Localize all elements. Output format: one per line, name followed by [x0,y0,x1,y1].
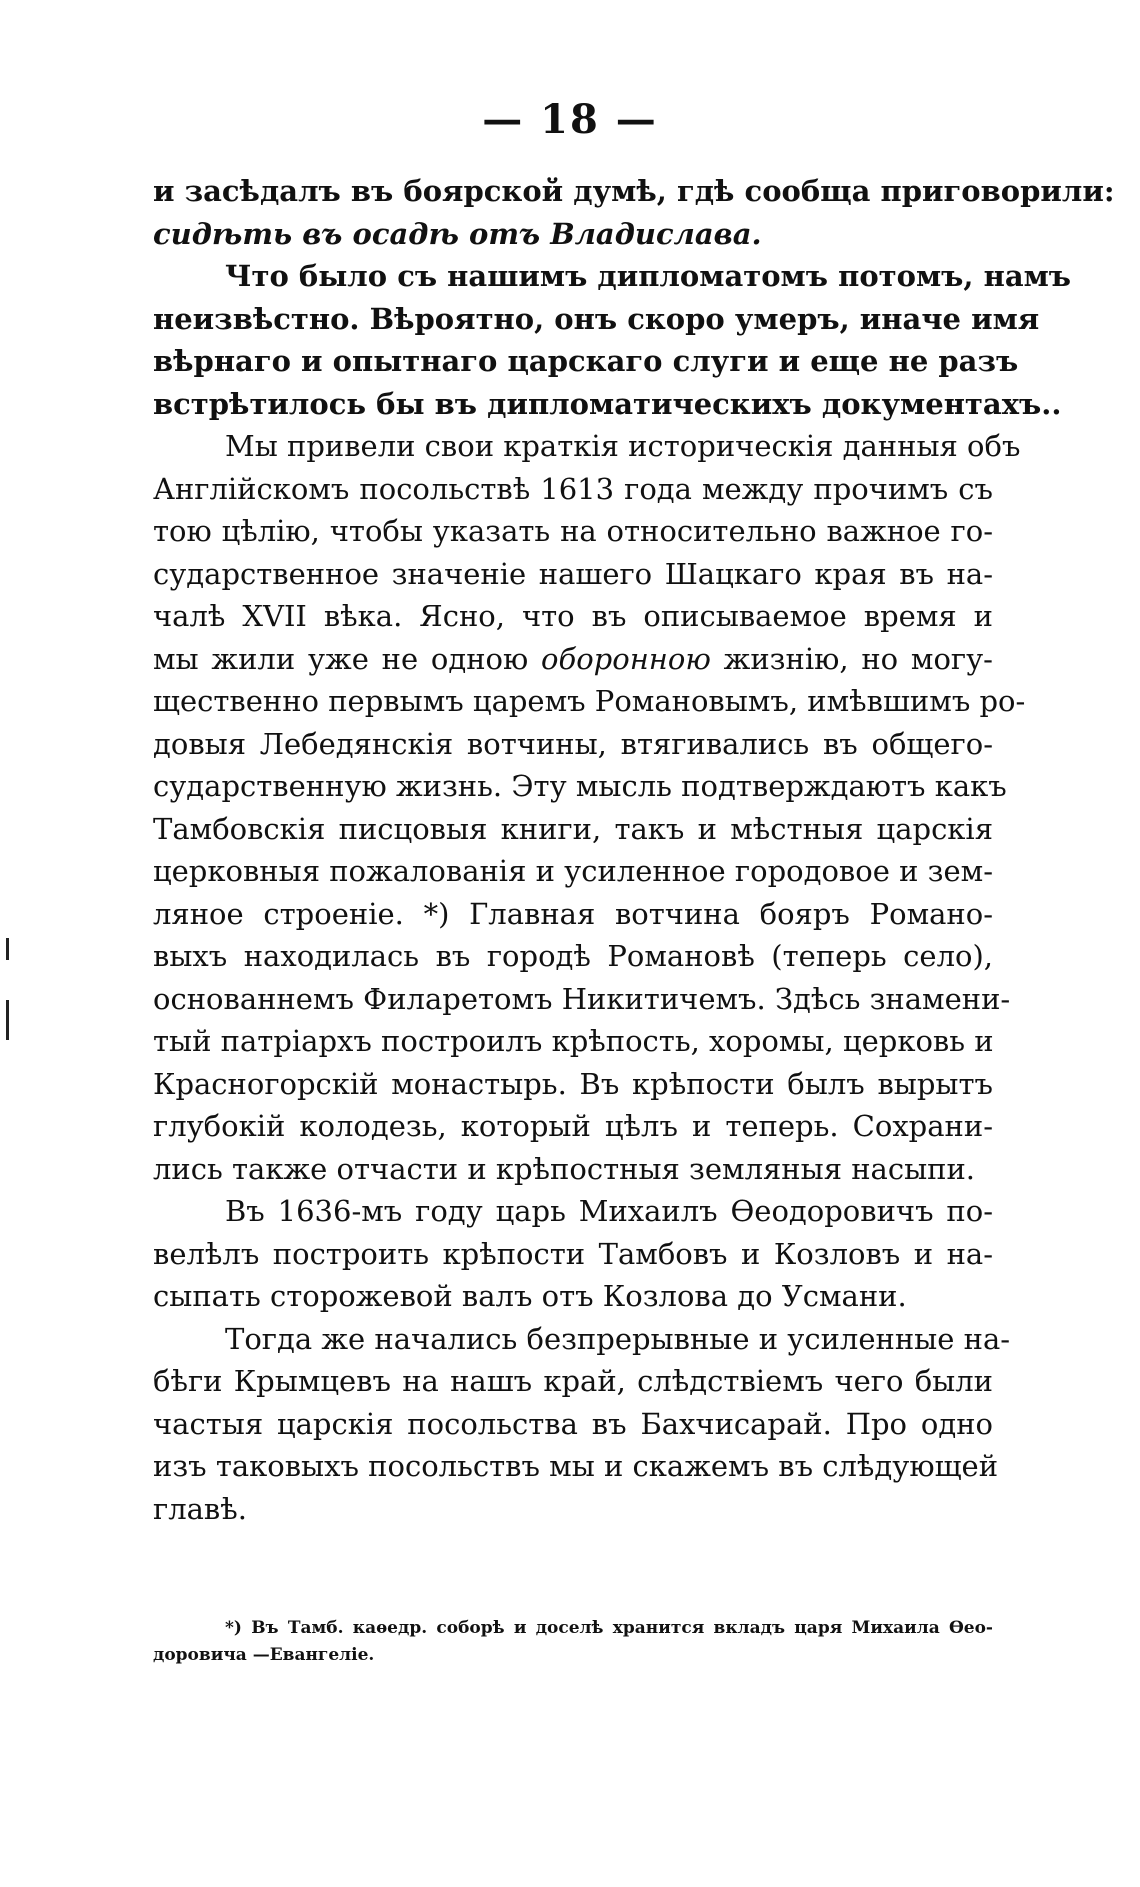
text-line: чалѣ XVII вѣка. Ясно, что въ описываемое время и [153,599,993,633]
text-line: сударственную жизнь. Эту мысль подтверждаютъ какъ [153,769,1007,803]
footnote-line: *) Въ Тамб. каѳедр. соборѣ и доселѣ хранится вкладъ царя Михаила Ѳео- [225,1618,993,1638]
text-line: основаннемъ Филаретомъ Никитичемъ. Здѣсь знамени- [153,981,1011,1016]
text-line: сударственное значеніе нашего Шацкаго края въ на- [153,556,993,591]
text-line: неизвѣстно. Вѣроятно, онъ скоро умеръ, иначе имя [153,301,1040,336]
text-segment: жизнію, но могу- [710,641,993,676]
italic-word: оборонною [541,641,711,676]
text-line: вѣрнаго и опытнаго царскаго слуги и еще не разъ [153,344,1019,378]
text-line: щественно первымъ царемъ Романовымъ, имѣвшимъ ро- [153,684,1026,718]
text-line: Тогда же начались безпрерывные и усиленные на- [225,1321,1011,1356]
text-line: главѣ. [153,1491,247,1526]
text-line: Мы привели свои краткія историческія данныя объ [225,429,1021,463]
text-line: Красногорскій монастырь. Въ крѣпости былъ вырытъ [153,1066,993,1101]
text-line: выхъ находилась въ городѣ Романовѣ (теперь село), [153,939,993,973]
text-line: велѣлъ построить крѣпости Тамбовъ и Козловъ и на- [153,1236,993,1271]
scan-margin-mark [6,1000,9,1040]
footnote-line: доровича —Евангеліе. [153,1645,375,1665]
text-line: Въ 1636-мъ году царь Михаилъ Ѳеодоровичъ по- [225,1194,993,1228]
text-line: и засѣдалъ въ боярской думѣ, гдѣ сообща приговорили: [153,174,1115,208]
text-line: Тамбовскія писцовыя книги, такъ и мѣстныя царскія [153,811,993,846]
page-number: — 18 — [482,96,658,143]
text-line: сыпать сторожевой валъ отъ Козлова до Усмани. [153,1279,907,1313]
paragraph-1 [153,170,1115,255]
text-line-italic: сидѣть въ осадѣ отъ Владислава. [153,216,762,251]
paragraph-4 [153,1190,993,1318]
text-line-mixed [153,638,993,681]
text-line: Англійскомъ посольствѣ 1613 года между прочимъ съ [153,471,993,506]
body-text [153,170,1115,1530]
scan-margin-mark [6,938,9,960]
text-line: бѣги Крымцевъ на нашъ край, слѣдствіемъ чего были [153,1364,993,1398]
text-line: глубокій колодезь, который цѣлъ и теперь. Сохрани- [153,1109,993,1143]
text-line: лись также отчасти и крѣпостныя земляныя насыпи. [153,1151,976,1186]
text-segment: мы жили уже не одною [153,641,542,676]
text-line: Что было съ нашимъ дипломатомъ потомъ, намъ [225,259,1072,293]
text-line: ляное строеніе. *) Главная вотчина бояръ Романо- [153,896,993,931]
text-line: церковныя пожалованія и усиленное городовое и зем- [153,854,993,888]
text-line: тый патріархъ построилъ крѣпость, хоромы, церковь и [153,1024,994,1058]
paragraph-5 [153,1318,1011,1531]
text-line: встрѣтилось бы въ дипломатическихъ документахъ.. [153,386,1062,421]
paragraph-3 [153,425,1026,1190]
footnote [153,1615,993,1669]
text-line: частыя царскія посольства въ Бахчисарай. Про одно [153,1406,993,1441]
text-line: изъ таковыхъ посольствъ мы и скажемъ въ слѣдующей [153,1449,999,1483]
text-line: тою цѣлію, чтобы указать на относительно важное го- [153,514,993,548]
text-line: довыя Лебедянскія вотчины, втягивались въ общего- [153,726,993,761]
paragraph-2 [153,255,1072,425]
